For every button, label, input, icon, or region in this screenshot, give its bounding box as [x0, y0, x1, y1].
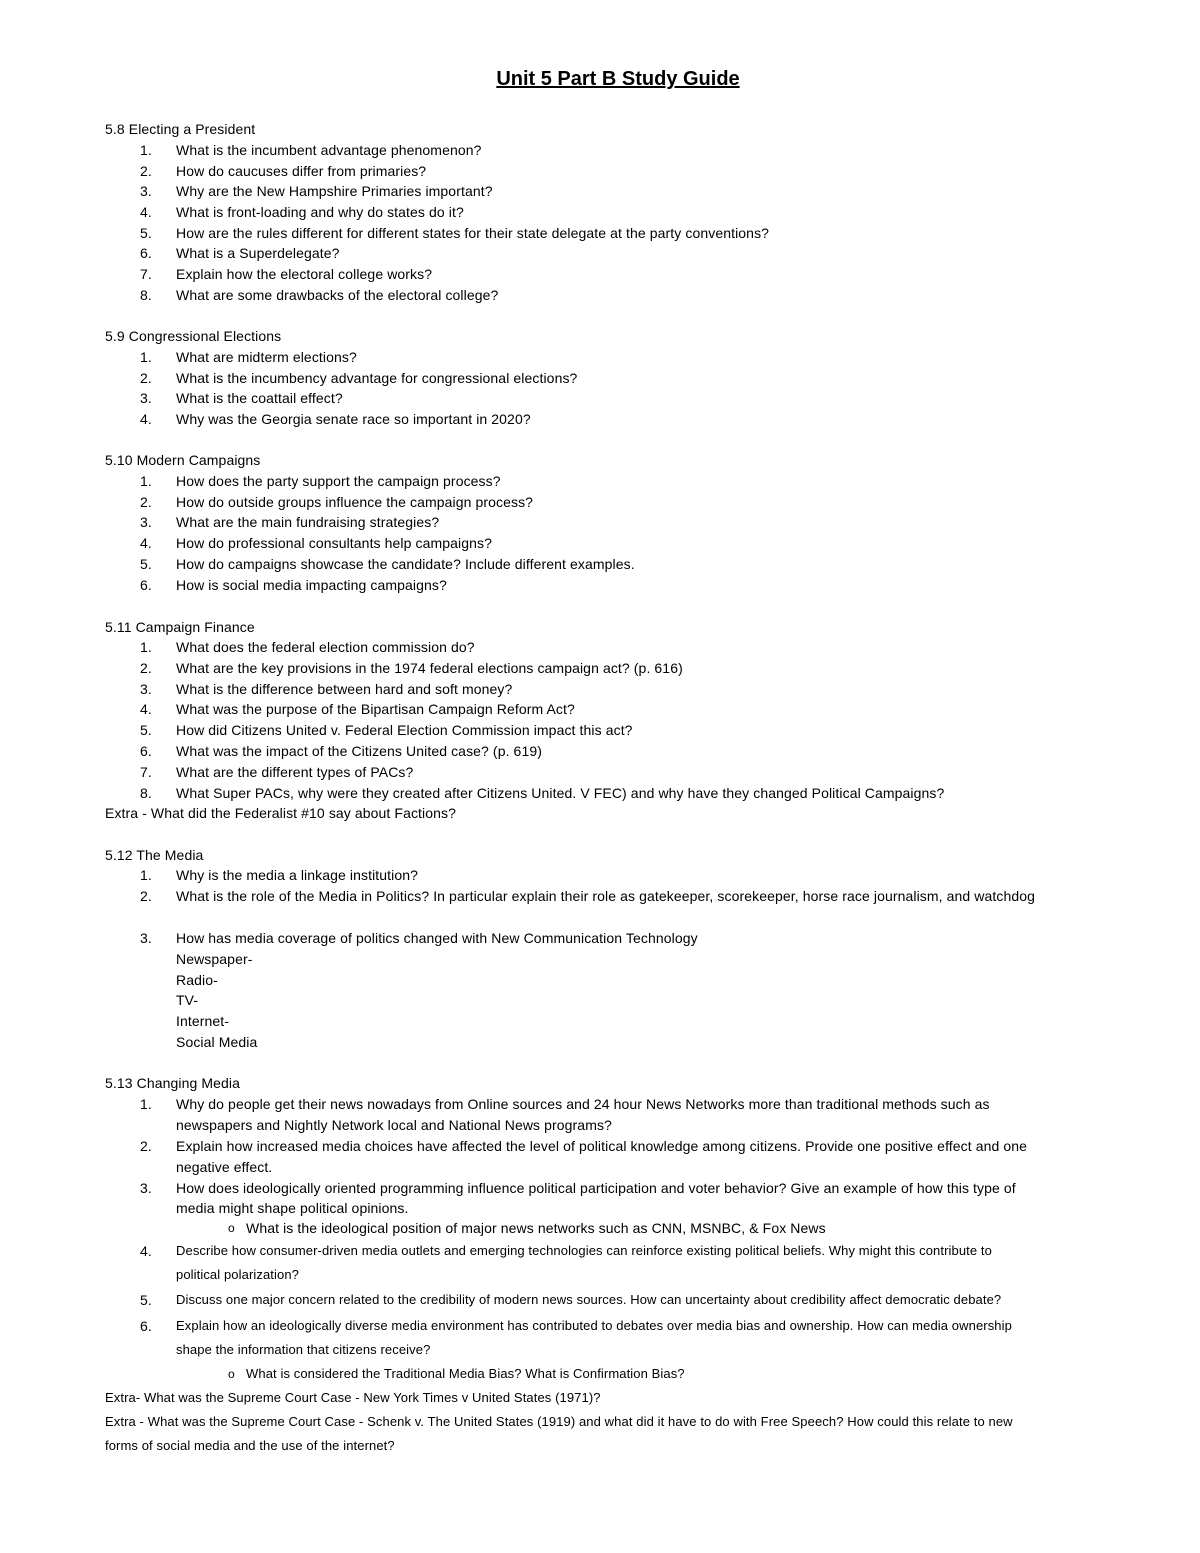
section-heading-5-12: 5.12 The Media: [105, 847, 204, 863]
sub-item: TV-: [176, 992, 199, 1008]
study-guide-page: Unit 5 Part B Study Guide 5.8 Electing a President 1. What is the incumbent advantage phenomenon? 2. How do caucuses differ from primaries? 3. Why are the New Hampshire Primaries important? 4. What is front-loading and why do states do it? 5. How are the rules different for different states for their state delegate at the party conventions? 6. What is a Superdelegate? 7. Explain how the electoral college works? 8. What are some drawbacks of the electoral college? 5.9 Congressional Elections 1. What are midterm elections? 2. What is the incumbency advantage for congressional elections? 3. What is the coattail effect? 4. Why was the Georgia senate race so important in 2020? 5.10 Modern Campaigns 1. How does the party support the campaign process? 2. How do outside groups influence the campaign process? 3. What are the main fundraising strategies? 4. How do professional consultants help campaigns? 5. How do campaigns showcase the candidate? Include different examples. 6. How is social media impacting campaigns? 5.11 Campaign Finance 1. What does the federal election commission do? 2. What are the key provisions in the 1974 federal elections campaign act? (p. 616) 3. What is the difference between hard and soft money? 4. What was the purpose of the Bipartisan Campaign Reform Act? 5. How did Citizens United v. Federal Election Commission impact this act? 6. What was the impact of the Citizens United case? (p. 619) 7. What are the different types of PACs? 8. What Super PACs, why were they created after Citizens United. V FEC) and why have they changed Political Campaigns? Extra - What did the Federalist #10 say about Factions? 5.12 The Media 1. Why is the media a linkage institution? 2. What is the role of the Media in Politics? In particular explain their role as gatekeeper, scorekeeper, horse race journalism, and watchdog 3. How has media coverage of politics changed with New Communication Technology Newspaper- Radio- TV- Internet- Social Media 5.13 Changing Media 1. Why do people get their news nowadays from Online sources and 24 hour News Networks more than traditional methods such as newspapers and Nightly Network local and National News programs? 2. Explain how increased media choices have affected the level of political knowledge among citizens. Provide one positive effect and one negative effect. 3. How does ideologically oriented programming influence political participation and voter behavior? Give an example of how this type of media might shape political opinions. o What is the ideological position of major news networks such as CNN, MSNBC, & Fox News 4. Describe how consumer-driven media outlets and emerging technologies can reinforce existing political beliefs. Why might this contribute to political polarization? 5. Discuss one major concern related to the credibility of modern news sources. How can uncertainty about credibility affect democratic debate? 6. Explain how an ideologically diverse media environment has contributed to debates over media bias and ownership. How can media ownership shape the information that citizens receive? o What is considered the Traditional Media Bias? What is Confirmation Bias? Extra- What was the Supreme Court Case - New York Times v United States (1971)? Extra - What was the Supreme Court Case - Schenk v. The United States (1919) and what did it have to do with Free Speech? How could this relate to new forms of social media and the use of the internet?: [0, 0, 1200, 1553]
list-item-continuation: political polarization?: [176, 1267, 299, 1282]
page-title: Unit 5 Part B Study Guide: [496, 68, 740, 90]
list-item-continuation: shape the information that citizens receive?: [176, 1342, 431, 1357]
section-heading-5-10: 5.10 Modern Campaigns: [105, 452, 261, 468]
list-item-continuation: negative effect.: [176, 1159, 273, 1175]
circle-bullet-icon: o: [228, 1367, 235, 1381]
circle-bullet-icon: o: [228, 1221, 235, 1235]
section-heading-5-9: 5.9 Congressional Elections: [105, 328, 282, 344]
sub-item: Social Media: [176, 1034, 258, 1050]
sub-item: Internet-: [176, 1013, 230, 1029]
sub-item: Newspaper-: [176, 951, 253, 967]
sub-item: Radio-: [176, 972, 218, 988]
extra-question-continuation: forms of social media and the use of the internet?: [105, 1438, 395, 1453]
section-heading-5-11: 5.11 Campaign Finance: [105, 619, 255, 635]
list-item-continuation: media might shape political opinions.: [176, 1200, 409, 1216]
extra-question: Extra - What was the Supreme Court Case - Schenk v. The United States (1919) and what did it have to do with Free Speech? How could this relate to new: [105, 1414, 1013, 1429]
section-heading-5-13: 5.13 Changing Media: [105, 1075, 240, 1091]
list-item-continuation: newspapers and Nightly Network local and National News programs?: [176, 1117, 612, 1133]
extra-question: Extra - What did the Federalist #10 say about Factions?: [105, 805, 457, 821]
section-heading-5-8: 5.8 Electing a President: [105, 121, 256, 137]
extra-question: Extra- What was the Supreme Court Case - New York Times v United States (1971)?: [105, 1390, 601, 1405]
